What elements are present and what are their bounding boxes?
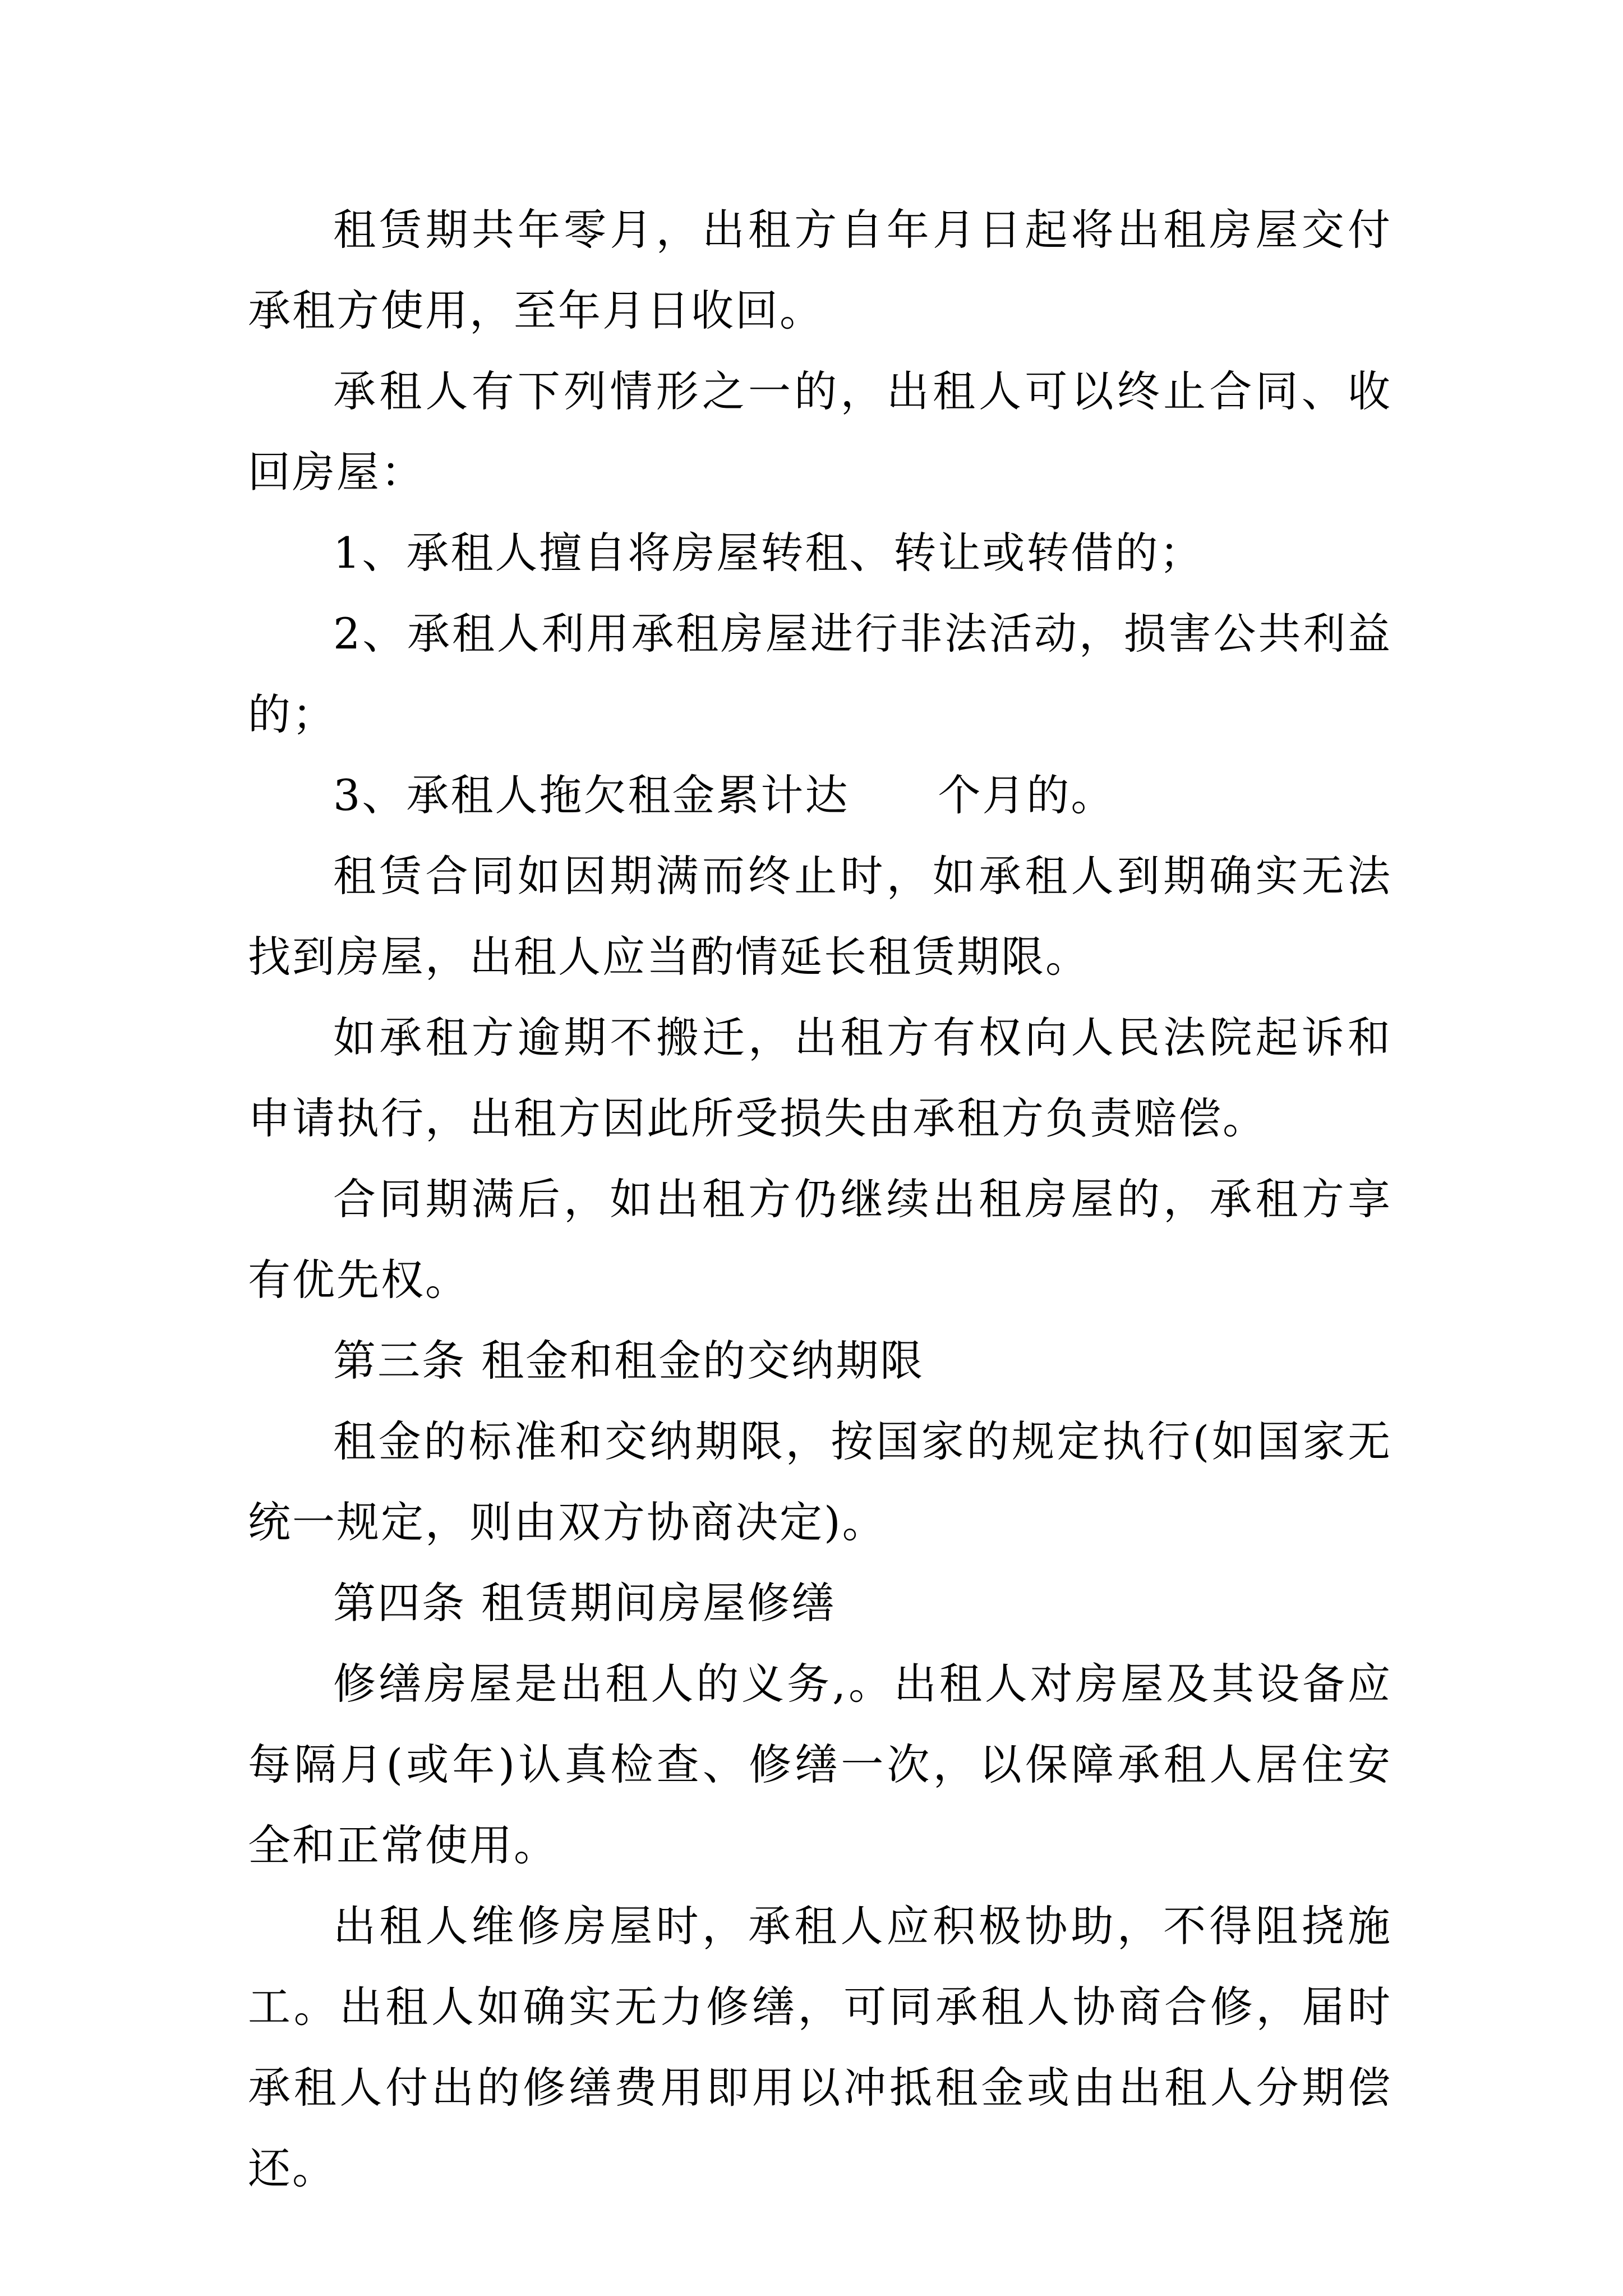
list-item-rent-arrears: 3、承租人拖欠租金累计达 个月的。 — [333, 770, 1115, 820]
section-heading-repairs: 第四条 租赁期间房屋修缮 — [333, 1578, 836, 1628]
paragraph-lease-term: 租赁期共年零月，出租方自年月日起将出租房屋交付承租方使用，至年月日收回。 — [248, 205, 1392, 335]
paragraph-repair-duty: 修缮房屋是出租人的义务,。出租人对房屋及其设备应每隔月(或年)认真检查、修缮一次，以保障承租人居住安全和正常使用。 — [248, 1659, 1392, 1870]
paragraph-rent-standard: 租金的标准和交纳期限，按国家的规定执行(如国家无统一规定，则由双方协商决定)。 — [248, 1416, 1392, 1547]
paragraph-priority-right: 合同期满后，如出租方仍继续出租房屋的，承租方享有优先权。 — [248, 1174, 1392, 1305]
document-body — [248, 190, 1392, 2209]
list-item-illegal-activity: 2、承租人利用承租房屋进行非法活动，损害公共利益的； — [248, 609, 1392, 739]
paragraph-repair-cooperation: 出租人维修房屋时，承租人应积极协助，不得阻挠施工。出租人如确实无力修缮，可同承租人协商合修，届时承租人付出的修缮费用即用以冲抵租金或由出租人分期偿还。 — [248, 1901, 1392, 2193]
paragraph-lease-extension: 租赁合同如因期满而终止时，如承租人到期确实无法找到房屋，出租人应当酌情延长租赁期限。 — [248, 851, 1392, 982]
paragraph-termination-conditions: 承租人有下列情形之一的，出租人可以终止合同、收回房屋： — [248, 366, 1392, 497]
paragraph-overdue-moving: 如承租方逾期不搬迁，出租方有权向人民法院起诉和申请执行，出租方因此所受损失由承租方负责赔偿。 — [248, 1013, 1392, 1143]
list-item-sublet: 1、承租人擅自将房屋转租、转让或转借的； — [333, 528, 1204, 578]
section-heading-rent: 第三条 租金和租金的交纳期限 — [333, 1336, 925, 1386]
